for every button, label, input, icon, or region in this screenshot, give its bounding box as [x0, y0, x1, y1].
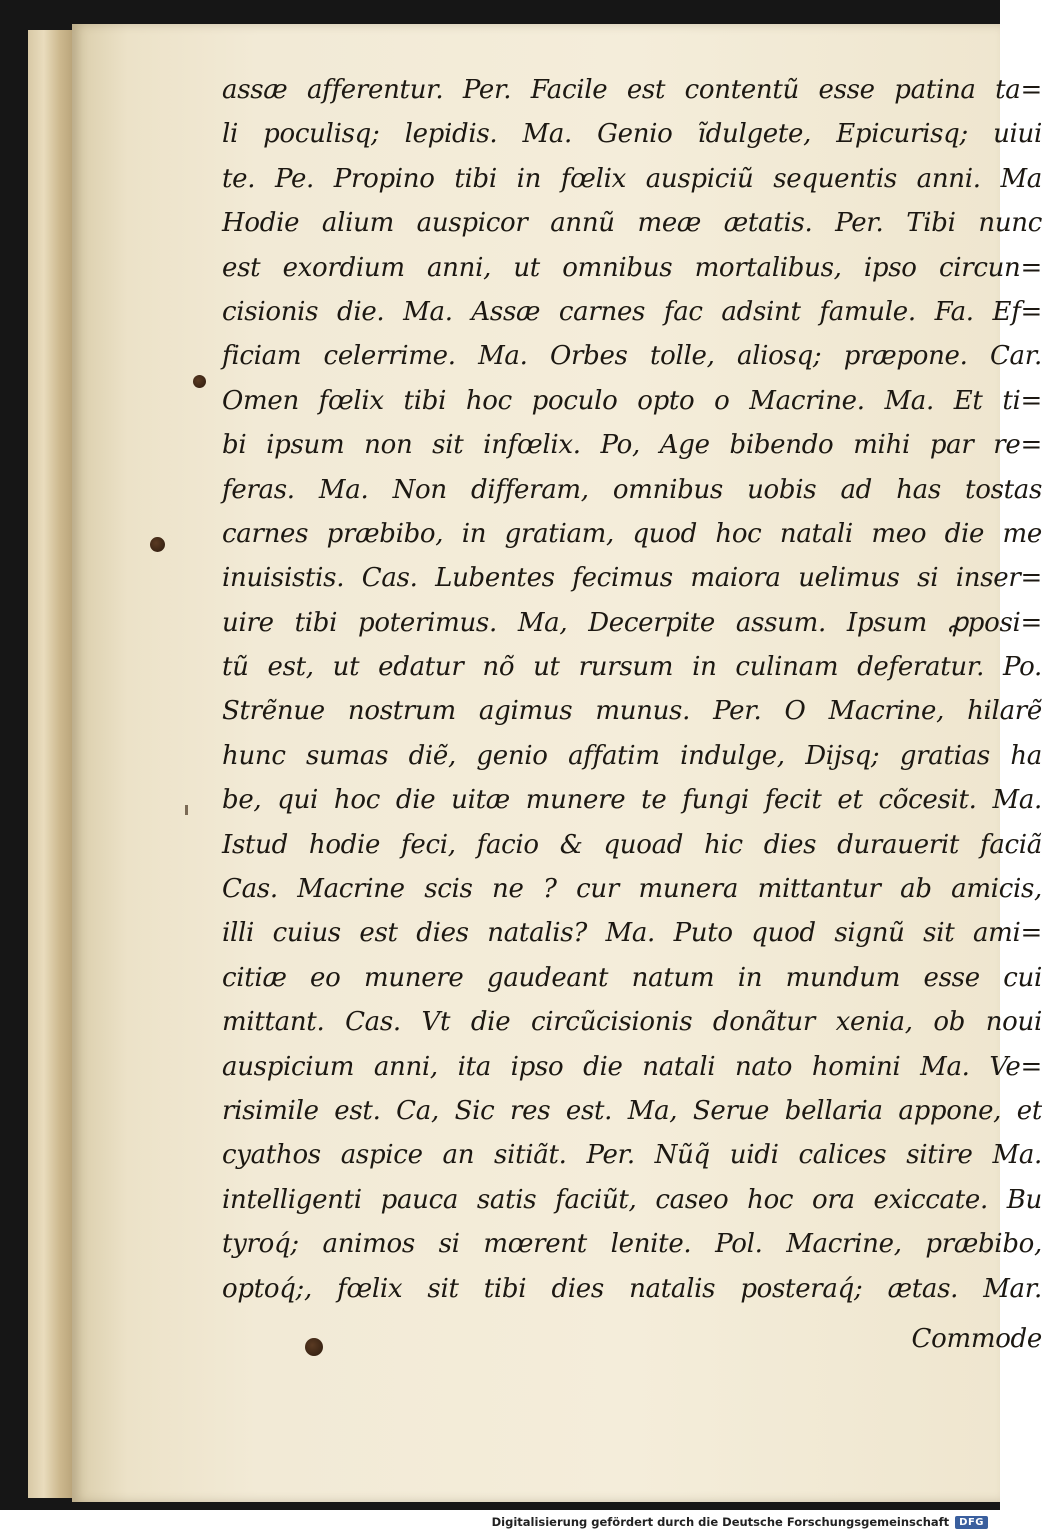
text-line: citiæ eo munere gaudeant natum in mundum esse cui — [222, 962, 1042, 993]
credit-text: Digitalisierung gefördert durch die Deutsche Forschungsgemeinschaft — [491, 1515, 950, 1529]
text-line: bi ipsum non sit infœlix. Po, Age bibendo mihi par re= — [222, 430, 1042, 461]
text-line: feras. Ma. Non differam, omnibus uobis ad has tostas — [222, 474, 1042, 505]
ink-spot — [193, 375, 206, 388]
text-line: Omen fœlix tibi hoc poculo opto o Macrine. Ma. Et ti= — [222, 385, 1042, 416]
text-line: risimile est. Ca, Sic res est. Ma, Serue bellaria appone, et — [222, 1095, 1042, 1126]
text-line: cisionis die. Ma. Assæ carnes fac adsint famule. Fa. Ef= — [222, 296, 1042, 327]
text-line: ficiam celerrime. Ma. Orbes tolle, aliosq; præpone. Car. — [222, 341, 1042, 372]
catchword: Commode — [911, 1323, 1042, 1354]
text-line: cyathos aspice an sitiãt. Per. Nũq̃ uidi calices sitire Ma. — [222, 1140, 1042, 1171]
digitization-credit — [492, 1512, 988, 1532]
text-line: Istud hodie feci, facio & quoad hic dies durauerit faciã — [222, 829, 1042, 860]
text-line: li poculisq; lepidis. Ma. Genio ĩdulgete, Epicurisq; uiui — [222, 119, 1042, 150]
text-line: assæ afferentur. Per. Facile est contentũ esse patina ta= — [222, 75, 1042, 105]
book-edge — [28, 30, 74, 1498]
text-line: mittant. Cas. Vt die circũcisionis donãtur xenia, ob noui — [222, 1007, 1042, 1038]
text-line: auspicium anni, ita ipso die natali nato homini Ma. Ve= — [222, 1051, 1042, 1082]
text-line: uire tibi poterimus. Ma, Decerpite assum. Ipsum ꝓposi= — [222, 607, 1042, 638]
text-line: optoq́;, fœlix sit tibi dies natalis posteraq́; ætas. Mar. — [222, 1273, 1042, 1304]
text-line: inuisistis. Cas. Lubentes fecimus maiora uelimus si inser= — [222, 563, 1042, 594]
dfg-logo: DFG — [955, 1516, 988, 1529]
ink-spot — [305, 1338, 323, 1356]
book-page — [72, 24, 1042, 1502]
text-line: tũ est, ut edatur nõ ut rursum in culinam deferatur. Po. — [222, 652, 1042, 683]
ink-spot — [150, 537, 165, 552]
text-line: Strẽnue nostrum agimus munus. Per. O Macrine, hilarẽ — [222, 696, 1042, 727]
text-line: carnes præbibo, in gratiam, quod hoc natali meo die me — [222, 518, 1042, 549]
text-line: tyroq́; animos si mœrent lenite. Pol. Macrine, præbibo, — [222, 1229, 1042, 1260]
text-line: te. Pe. Propino tibi in fœlix auspiciũ sequentis anni. Ma — [222, 163, 1042, 194]
text-line: illi cuius est dies natalis? Ma. Puto quod signũ sit ami= — [222, 918, 1042, 949]
text-line: hunc sumas diẽ, genio affatim indulge, Dijsq; gratias ha — [222, 740, 1042, 771]
text-line: est exordium anni, ut omnibus mortalibus, ipso circun= — [222, 252, 1042, 283]
text-line: intelligenti pauca satis faciũt, caseo hoc ora exiccate. Bu — [222, 1184, 1042, 1215]
text-block — [222, 68, 1042, 1361]
margin-mark — [185, 805, 188, 815]
text-line: be, qui hoc die uitæ munere te fungi fecit et cõcesit. Ma. — [222, 785, 1042, 816]
text-line: Hodie alium auspicor annũ meæ ætatis. Per. Tibi nunc — [222, 208, 1042, 239]
text-line: Cas. Macrine scis ne ? cur munera mittantur ab amicis, — [222, 874, 1042, 905]
